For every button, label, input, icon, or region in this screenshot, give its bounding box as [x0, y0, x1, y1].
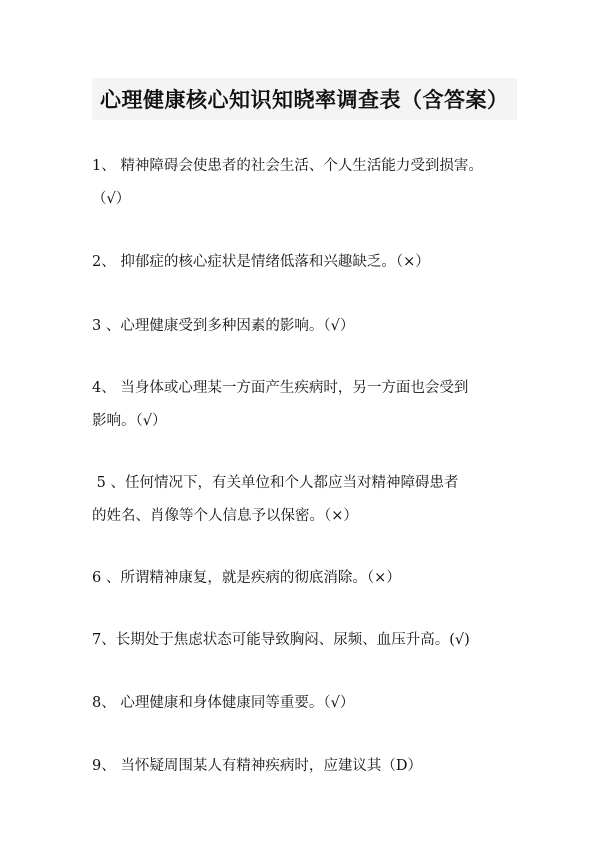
question-3: [92, 310, 532, 343]
question-text: 8、 心理健康和身体健康同等重要。（√）: [92, 695, 355, 711]
question-text-cont: 影响。（√）: [92, 413, 167, 429]
question-text: 5 、任何情况下，有关单位和个人都应当对精神障碍患者: [92, 475, 459, 491]
question-text: 7、长期处于焦虑状态可能导致胸闷、尿频、血压升高。(√): [92, 632, 470, 648]
question-8: [92, 687, 532, 720]
question-5: [92, 467, 532, 533]
question-text: 4、 当身体或心理某一方面产生疾病时，另一方面也会受到: [92, 380, 469, 396]
question-2: [92, 246, 532, 279]
question-text: 3 、心理健康受到多种因素的影响。（√）: [92, 318, 355, 334]
document-title: 心理健康核心知识知晓率调查表（含答案）: [92, 78, 517, 120]
question-text-cont: 的姓名、肖像等个人信息予以保密。（×）: [92, 508, 358, 524]
question-text: 9、 当怀疑周围某人有精神疾病时，应建议其（D）: [92, 758, 422, 774]
question-7: [92, 624, 532, 657]
question-9: [92, 750, 532, 783]
question-4: [92, 372, 532, 438]
question-6: [92, 562, 532, 595]
question-text: 2、 抑郁症的核心症状是情绪低落和兴趣缺乏。（×）: [92, 254, 430, 270]
question-1: [92, 150, 532, 216]
question-text: 6 、所谓精神康复，就是疾病的彻底消除。（×）: [92, 570, 401, 586]
question-text: 1、 精神障碍会使患者的社会生活、个人生活能力受到损害。: [92, 158, 483, 174]
question-text-cont: （√）: [92, 191, 131, 207]
